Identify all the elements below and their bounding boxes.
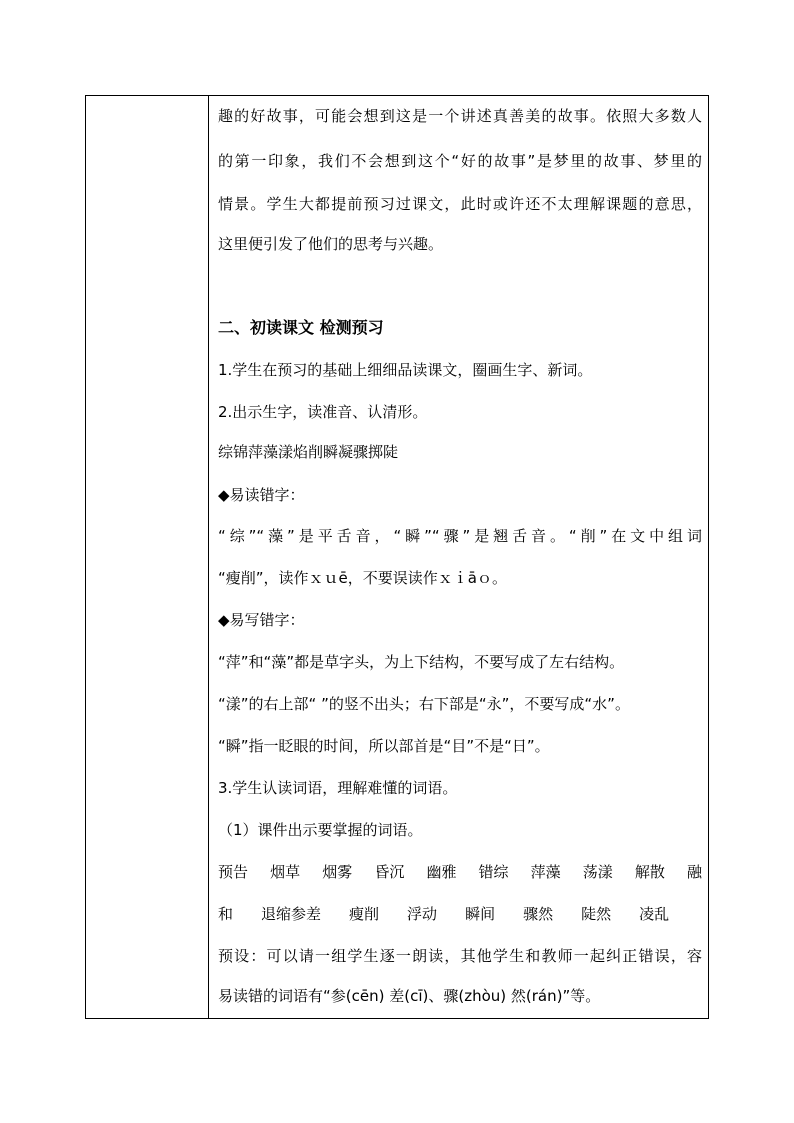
sub-step-1: （1）课件出示要掌握的词语。 (218, 821, 423, 839)
misread-line-2: “瘦削”，读作ｘｕē，不要误读作ｘｉāｏ。 (218, 569, 507, 587)
paragraph-line-4: 这里便引发了他们的思考与兴趣。 (218, 235, 444, 253)
word-item: 烟草 (270, 863, 301, 881)
word-item: 凌乱 (639, 905, 670, 923)
word-item: 解散 (634, 863, 665, 881)
step-1: 1.学生在预习的基础上细细品读课文，圈画生字、新词。 (218, 361, 593, 379)
easy-miswrite-title: ◆易写错字： (218, 611, 305, 629)
lesson-table (85, 95, 709, 1019)
preset-line-1: 预设：可以请一组学生逐一朗读，其他学生和教师一起纠正错误，容 (218, 947, 702, 965)
word-item: 退缩参差 (261, 905, 322, 923)
paragraph-line-2: 的第一印象，我们不会想到这个“好的故事”是梦里的故事、梦里的 (218, 152, 702, 170)
preset-line-2: 易读错的词语有“参(cēn) 差(cī)、骤(zhòu) 然(rán)”等。 (218, 987, 601, 1005)
paragraph-line-1: 趣的好故事，可能会想到这是一个讲述真善美的故事。依照大多数人 (218, 107, 702, 125)
word-item: 骤然 (523, 905, 554, 923)
word-item: 和 (218, 905, 234, 923)
word-item: 瞬间 (465, 905, 496, 923)
paragraph-line-3: 情景。学生大都提前预习过课文，此时或许还不太理解课题的意思， (218, 195, 702, 213)
miswrite-line-2: “漾”的右上部“ ”的竖不出头；右下部是“永”，不要写成“水”。 (218, 695, 630, 713)
easy-misread-title: ◆易读错字： (218, 486, 305, 504)
table-right-column (209, 96, 708, 1018)
word-item: 陡然 (581, 905, 612, 923)
word-item: 昏沉 (374, 863, 405, 881)
new-characters: 综锦萍藻漾焰削瞬凝骤掷陡 (218, 443, 399, 461)
miswrite-line-1: “萍”和“藻”都是草字头，为上下结构，不要写成了左右结构。 (218, 653, 625, 671)
table-left-column (86, 96, 209, 1018)
miswrite-line-3: “瞬”指一眨眼的时间，所以部首是“目”不是“日”。 (218, 737, 550, 755)
step-3: 3.学生认读词语，理解难懂的词语。 (218, 779, 458, 797)
step-2: 2.出示生字，读准音、认清形。 (218, 403, 428, 421)
word-list-row-2 (218, 904, 669, 924)
word-item: 预告 (218, 863, 249, 881)
section-heading: 二、初读课文 检测预习 (218, 318, 384, 337)
word-item: 错综 (478, 863, 509, 881)
word-item: 烟雾 (322, 863, 353, 881)
word-item: 幽雅 (426, 863, 457, 881)
word-item: 萍藻 (530, 863, 561, 881)
word-item: 瘦削 (349, 905, 380, 923)
misread-line-1: “综”“藻”是平舌音，“瞬”“骤”是翘舌音。“削”在文中组词 (218, 527, 702, 545)
word-item: 荡漾 (582, 863, 613, 881)
word-item: 融 (686, 863, 702, 881)
word-item: 浮动 (407, 905, 438, 923)
word-list-row-1 (218, 862, 702, 882)
